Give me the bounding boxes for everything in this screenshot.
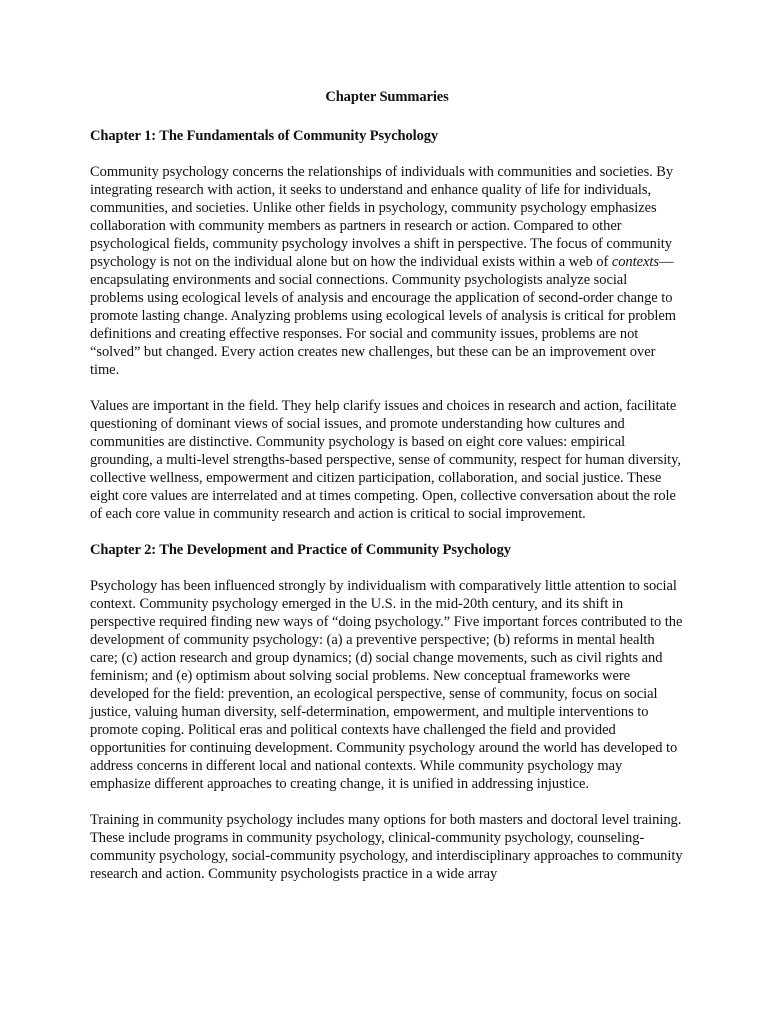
chapter-1-heading: Chapter 1: The Fundamentals of Community Psychology [90, 128, 439, 144]
contexts-emphasis: contexts [611, 254, 659, 270]
chapter-1-paragraph-1-text-end: —encapsulating environments and social connections. Community psychologists analyze social problems using ecological levels of analysis and encourage the application of second-order change to promote lasting change. Analyzing problems using ecological levels of analysis is critical for problem definitions and creating effective responses. For social and community issues, problems are not “solved” but changed. Every action creates new challenges, but these can be an improvement over time. [90, 254, 677, 378]
chapter-1-paragraph-1-text-start: Community psychology concerns the relationships of individuals with communities and societies. By integrating research with action, it seeks to understand and enhance quality of life for individuals, communities, and societies. Unlike other fields in psychology, community psychology emphasizes collaboration with community members as partners in research or action. Compared to other psychological fields, community psychology involves a shift in perspective. The focus of community psychology is not on the individual alone but on how the individual exists within a web of [90, 164, 674, 270]
chapter-2-heading: Chapter 2: The Development and Practice of Community Psychology [90, 542, 511, 558]
chapter-1-paragraph-2: Values are important in the field. They help clarify issues and choices in research and action, facilitate questioning of dominant views of social issues, and promote understanding how cultures and communities are distinctive. Community psychology is based on eight core values: empirical grounding, a multi-level strengths-based perspective, sense of community, respect for human diversity, collective wellness, empowerment and citizen participation, collaboration, and social justice. These eight core values are interrelated and at times competing. Open, collective conversation about the role of each core value in community research and action is critical to social improvement. [90, 398, 681, 522]
chapter-2-paragraph-1: Psychology has been influenced strongly by individualism with comparatively little attention to social context. Community psychology emerged in the U.S. in the mid-20th century, and its shift in perspective required finding new ways of “doing psychology.” Five important forces contributed to the development of community psychology: (a) a preventive perspective; (b) reforms in mental health care; (c) action research and group dynamics; (d) social change movements, such as civil rights and feminism; and (e) optimism about solving social problems. New conceptual frameworks were developed for the field: prevention, an ecological perspective, sense of community, focus on social justice, valuing human diversity, self-determination, empowerment, and multiple interventions to promote coping. Political eras and political contexts have challenged the field and provided opportunities for continuing development. Community psychology around the world has developed to address concerns in different local and national contexts. While community psychology may emphasize different approaches to creating change, it is unified in addressing injustice. [90, 578, 683, 792]
chapter-1-paragraph-1 [90, 163, 684, 379]
page-title: Chapter Summaries [325, 89, 449, 105]
document-page [90, 88, 684, 901]
chapter-2-paragraph-2: Training in community psychology includes many options for both masters and doctoral level training. These include programs in community psychology, clinical-community psychology, counseling-community psychology, social-community psychology, and interdisciplinary approaches to community research and action. Community psychologists practice in a wide array [90, 812, 683, 882]
